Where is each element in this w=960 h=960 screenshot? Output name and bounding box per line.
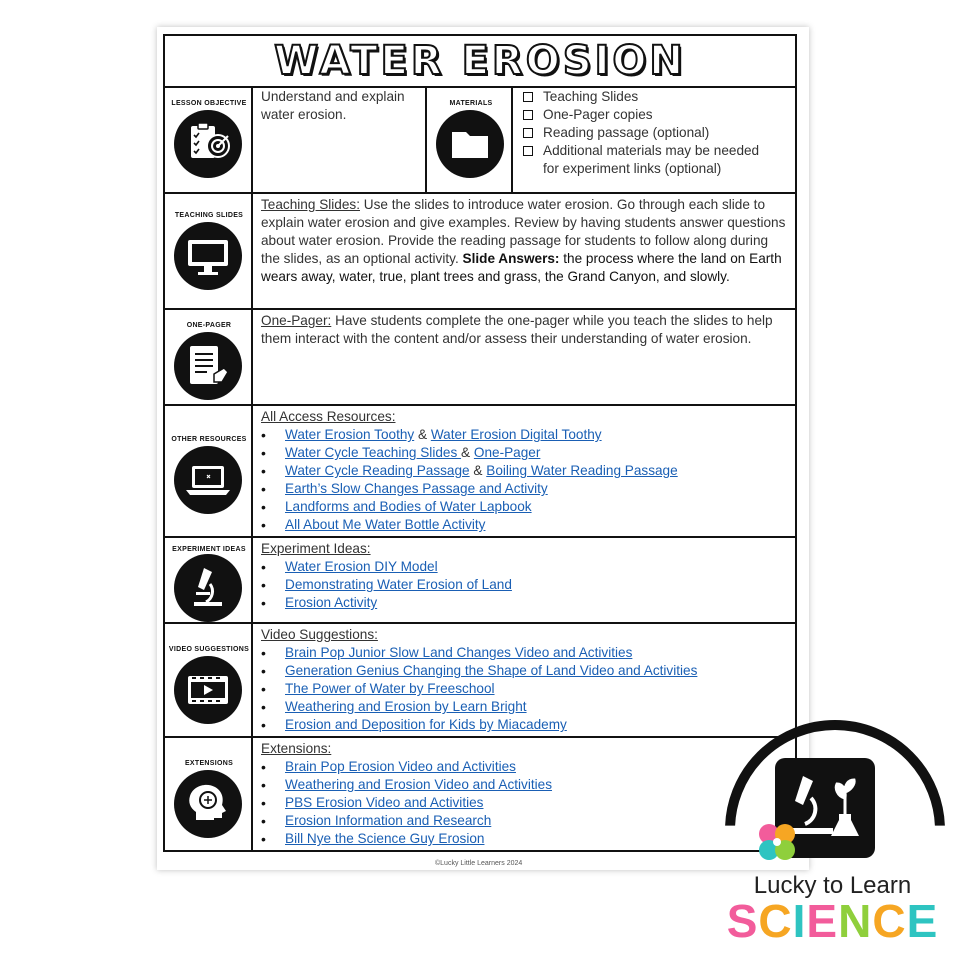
video-item xyxy=(261,698,789,716)
science-letter: I xyxy=(792,895,807,947)
extension-link[interactable]: PBS Erosion Video and Activities xyxy=(285,795,484,810)
video-link[interactable]: Generation Genius Changing the Shape of Land Video and Activities xyxy=(285,663,698,678)
materials-item: Additional materials may be needed xyxy=(521,142,759,160)
experiment-badge-label: EXPERIMENT IDEAS xyxy=(172,546,246,553)
resource-item: • Water Erosion Toothy & Water Erosion Digital Toothy xyxy=(261,426,789,444)
resource-link[interactable]: Water Cycle Reading Passage xyxy=(285,463,470,478)
other-resources-heading: All Access Resources: xyxy=(261,409,396,424)
microscope-icon xyxy=(174,554,242,622)
videos-content xyxy=(261,626,789,734)
science-letter: E xyxy=(806,895,839,947)
resource-link[interactable]: Landforms and Bodies of Water Lapbook xyxy=(285,499,532,514)
objective-text: Understand and explain water erosion. xyxy=(261,89,405,122)
materials-item: Teaching Slides xyxy=(521,88,759,106)
video-link[interactable]: Weathering and Erosion by Learn Bright xyxy=(285,699,527,714)
objective-row xyxy=(165,86,795,194)
target-checklist-icon xyxy=(174,110,242,178)
extensions-badge-label: EXTENSIONS xyxy=(184,760,234,767)
extension-link[interactable]: Erosion Information and Research xyxy=(285,813,492,828)
resource-link[interactable]: Water Erosion Toothy xyxy=(285,427,415,442)
other-resources-badge-label: OTHER RESOURCES xyxy=(171,436,247,443)
resource-item xyxy=(261,498,789,516)
copyright-footer: ©Lucky Little Learners 2024 xyxy=(435,860,523,867)
materials-item: One-Pager copies xyxy=(521,106,759,124)
one-pager-icon-cell xyxy=(165,310,253,404)
science-letter: C xyxy=(872,895,907,947)
resource-item xyxy=(261,480,789,498)
teaching-slides-heading: Teaching Slides: xyxy=(261,197,360,212)
teaching-slides-body: Use the slides to introduce water erosion. Go through each slide to explain water erosion and give examples. Review by having students answer questions about water erosion. Provide the reading passage for students to follow along during the slides, as an optional activity. xyxy=(261,197,786,266)
clover-flower-icon xyxy=(749,816,805,872)
materials-list xyxy=(521,88,759,178)
resource-link[interactable]: Boiling Water Reading Passage xyxy=(486,463,678,478)
resource-link[interactable]: All About Me Water Bottle Activity xyxy=(285,517,486,532)
resource-item xyxy=(261,516,789,534)
teaching-slides-text xyxy=(261,196,789,286)
resource-link[interactable]: Earth’s Slow Changes Passage and Activity xyxy=(285,481,548,496)
video-item xyxy=(261,644,789,662)
video-suggestions-row xyxy=(165,624,795,738)
experiment-link[interactable]: Water Erosion DIY Model xyxy=(285,559,438,574)
materials-item: Reading passage (optional) xyxy=(521,124,759,142)
resource-link[interactable]: One-Pager xyxy=(473,445,541,460)
experiment-item xyxy=(261,576,789,594)
experiment-item xyxy=(261,594,789,612)
experiment-link[interactable]: Erosion Activity xyxy=(285,595,378,610)
one-pager-heading: One-Pager: xyxy=(261,313,332,328)
other-resources-icon-cell xyxy=(165,406,253,536)
one-pager-row xyxy=(165,310,795,406)
teaching-slides-badge-label: TEACHING SLIDES xyxy=(174,212,244,219)
science-letter: C xyxy=(758,895,793,947)
materials-badge-label: MATERIALS xyxy=(449,100,493,107)
extension-link[interactable]: Brain Pop Erosion Video and Activities xyxy=(285,759,516,774)
resource-link[interactable]: Water Erosion Digital Toothy xyxy=(430,427,602,442)
logo-tagline: Lucky to Learn xyxy=(753,872,912,899)
slide-answers-label: Slide Answers: xyxy=(462,251,560,266)
science-letter: S xyxy=(726,895,759,947)
lesson-plan-table xyxy=(163,34,797,852)
extensions-icon-cell xyxy=(165,738,253,852)
folder-icon xyxy=(436,110,504,178)
resource-link[interactable]: Water Cycle Teaching Slides xyxy=(285,445,462,460)
experiments-content xyxy=(261,540,789,612)
science-letter: N xyxy=(838,895,873,947)
monitor-icon xyxy=(174,222,242,290)
extension-link[interactable]: Weathering and Erosion Video and Activities xyxy=(285,777,553,792)
head-brain-icon xyxy=(174,770,242,838)
logo-science-wordmark xyxy=(705,894,960,948)
experiments-heading: Experiment Ideas: xyxy=(261,541,371,556)
video-icon-cell xyxy=(165,624,253,736)
one-pager-body: Have students complete the one-pager while you teach the slides to help them interact with the content and/or assess their understanding of water erosion. xyxy=(261,313,773,346)
other-resources-row xyxy=(165,406,795,538)
materials-item-continued: for experiment links (optional) xyxy=(543,161,722,176)
objective-badge-label: LESSON OBJECTIVE xyxy=(171,100,247,107)
extensions-heading: Extensions: xyxy=(261,741,332,756)
video-badge-label: VIDEO SUGGESTIONS xyxy=(168,646,250,653)
film-play-icon xyxy=(174,656,242,724)
one-pager-badge-label: ONE-PAGER xyxy=(186,322,232,329)
lucky-to-learn-science-logo xyxy=(705,720,960,960)
laptop-icon xyxy=(174,446,242,514)
title-row xyxy=(165,36,795,88)
experiment-item xyxy=(261,558,789,576)
experiment-icon-cell xyxy=(165,538,253,622)
extensions-row xyxy=(165,738,795,852)
teaching-slides-row xyxy=(165,194,795,310)
science-letter: E xyxy=(906,895,939,947)
experiment-ideas-row xyxy=(165,538,795,624)
resource-item: • Water Cycle Reading Passage & Boiling Water Reading Passage xyxy=(261,462,789,480)
objective-icon-cell xyxy=(165,86,253,192)
experiment-link[interactable]: Demonstrating Water Erosion of Land xyxy=(285,577,512,592)
video-link[interactable]: Brain Pop Junior Slow Land Changes Video and Activities xyxy=(285,645,633,660)
resource-item: • Water Cycle Teaching Slides & One-Pager xyxy=(261,444,789,462)
teaching-slides-icon-cell xyxy=(165,194,253,308)
one-pager-text xyxy=(261,312,789,348)
video-link[interactable]: The Power of Water by Freeschool xyxy=(285,681,495,696)
videos-heading: Video Suggestions: xyxy=(261,627,378,642)
materials-icon-cell xyxy=(425,86,513,192)
slide-answers: the process where the land on Earth wears away, water, true, plant trees and grass, the Grand Canyon, and slowly. xyxy=(261,251,782,284)
page-title: WATER EROSION xyxy=(274,38,686,84)
other-resources-content xyxy=(261,408,789,534)
video-item xyxy=(261,662,789,680)
video-link[interactable]: Erosion and Deposition for Kids by Miacademy xyxy=(285,717,567,732)
worksheet-hand-icon xyxy=(174,332,242,400)
extension-link[interactable]: Bill Nye the Science Guy Erosion xyxy=(285,831,485,846)
video-item xyxy=(261,680,789,698)
